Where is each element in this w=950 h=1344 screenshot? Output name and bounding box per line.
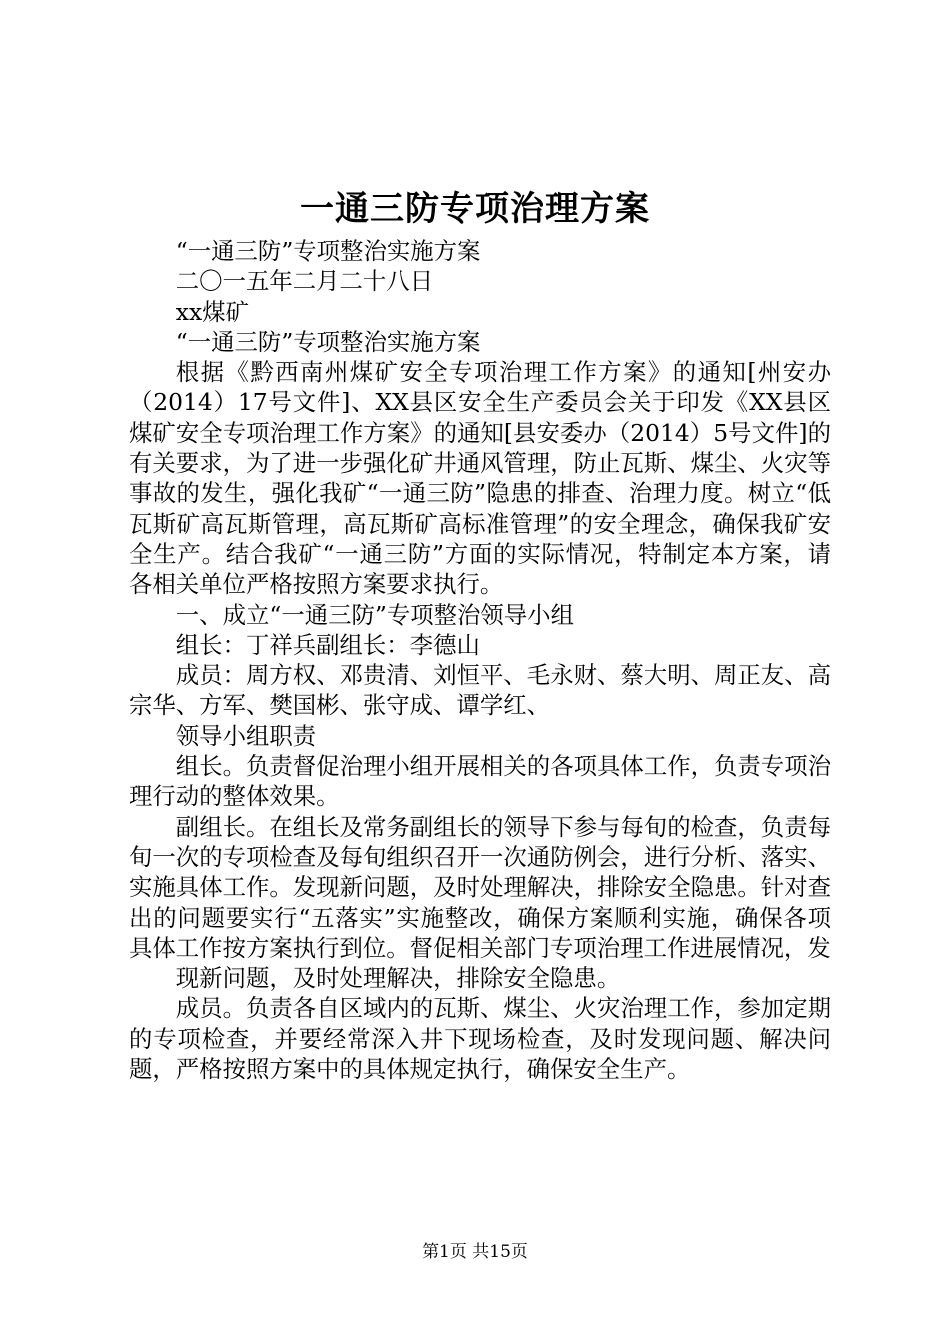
- paragraph-deputy-duty-cont: 现新问题，及时处理解决，排除安全隐患。: [175, 964, 621, 993]
- paragraph-intro: 根据《黔西南州煤矿安全专项治理工作方案》的通知[州安办（2014）17号文件]、XX县区安全生产委员会关于印发《XX县区煤矿安全专项治理工作方案》的通知[县安委办（2014）5号文件]的有关要求，为了进一步强化矿井通风管理，防止瓦斯、煤尘、火灾等事故的发生，强化我矿“一通三防”隐患的排查、治理力度。树立“低瓦斯矿高瓦斯管理，高瓦斯矿高标准管理”的安全理念，确保我矿安全生产。结合我矿“一通三防”方面的实际情况，特制定本方案，请各相关单位严格按照方案要求执行。: [129, 358, 831, 599]
- paragraph-leaders: 组长：丁祥兵副组长：李德山: [175, 630, 480, 659]
- paragraph-leader-duty: 组长。负责督促治理小组开展相关的各项具体工作，负责专项治理行动的整体效果。: [129, 752, 831, 811]
- paragraph-member-duty: 成员。负责各自区域内的瓦斯、煤尘、火灾治理工作，参加定期的专项检查，并要经常深入井下现场检查，及时发现问题、解决问题，严格按照方案中的具体规定执行，确保安全生产。: [129, 994, 831, 1084]
- paragraph-organization: xx煤矿: [175, 297, 249, 326]
- paragraph-members: 成员：周方权、邓贵清、刘恒平、毛永财、蔡大明、周正友、高宗华、方军、樊国彬、张守成、谭学红、: [129, 661, 831, 720]
- document-body: [129, 236, 831, 1084]
- document-title: 一通三防专项治理方案: [300, 189, 650, 229]
- paragraph-date: 二〇一五年二月二十八日: [175, 267, 434, 296]
- paragraph-deputy-duty: 副组长。在组长及常务副组长的领导下参与每旬的检查，负责每旬一次的专项检查及每旬组织召开一次通防例会，进行分析、落实、实施具体工作。发现新问题，及时处理解决，排除安全隐患。针对查出的问题要实行“五落实”实施整改，确保方案顺利实施，确保各项具体工作按方案执行到位。督促相关部门专项治理工作进展情况，发: [129, 812, 831, 962]
- paragraph-heading: “一通三防”专项整治实施方案: [175, 327, 481, 356]
- section-heading-1: 一、成立“一通三防”专项整治领导小组: [175, 600, 574, 629]
- paragraph-subtitle: “一通三防”专项整治实施方案: [175, 237, 481, 265]
- page-footer: 第1页 共15页: [422, 1242, 528, 1262]
- paragraph-duties-heading: 领导小组职责: [175, 721, 317, 750]
